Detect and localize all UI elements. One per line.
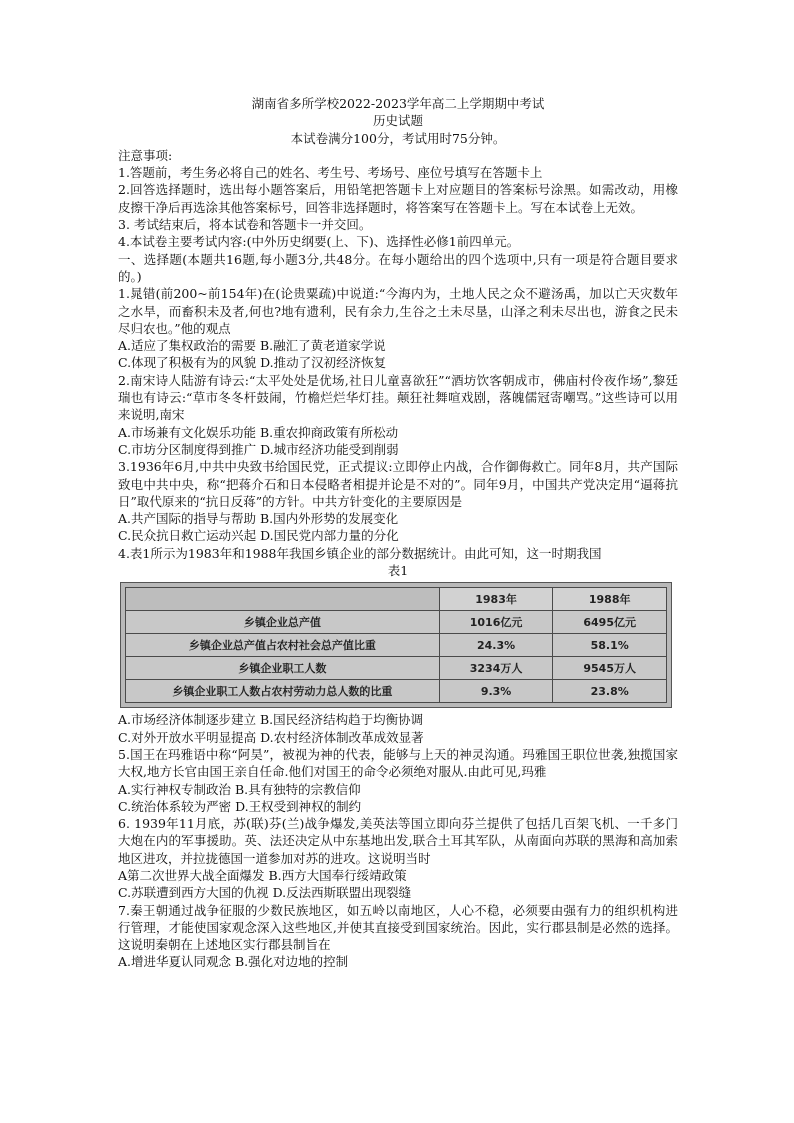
table-header-cell: 1983年 [439, 588, 553, 611]
table-cell: 58.1% [553, 634, 667, 657]
table-header-row [126, 588, 667, 611]
question-7-stem: 7.秦王朝通过战争征服的少数民族地区，如五岭以南地区，人心不稳，必须要由强有力的组织机构进行管理，才能使国家观念深入这些地区,并使其直接受到国家统治。因此，实行郡县制是必然的选择。这说明秦朝在上述地区实行郡县制旨在 [118, 902, 678, 953]
question-4-options-ab: A.市场经济体制逐步建立 B.国民经济结构趋于均衡协调 [118, 712, 424, 728]
data-table [125, 587, 667, 703]
notes-heading: 注意事项: [118, 147, 173, 163]
question-5-options-ab: A.实行神权专制政治 B.具有独特的宗教信仰 [118, 781, 361, 797]
note-item: 3. 考试结束后，将本试卷和答题卡一并交回。 [118, 217, 372, 233]
note-item: 1.答题前，考生务必将自己的姓名、考生号、考场号、座位号填写在答题卡上 [118, 165, 543, 181]
question-2-stem: 2.南宋诗人陆游有诗云:“太平处处是优场,社日儿童喜欲狂”“酒坊饮客朝成市，佛庙村伶夜作场”,黎廷瑞也有诗云:“草市冬冬杆鼓闹，竹檐烂烂华灯挂。颠狂社舞喧戏剧，落魄儒冠寄嘲骂。”这些诗可以用来说明,南宋 [118, 372, 678, 423]
exam-page [118, 95, 678, 971]
question-5-stem: 5.国王在玛雅语中称“阿昊”，被视为神的代表，能够与上天的神灵沟通。玛雅国王职位世袭,独揽国家大权,地方长官由国王亲自任命.他们对国王的命令必须绝对服从.由此可见,玛雅 [118, 746, 678, 780]
table-cell: 6495亿元 [553, 611, 667, 634]
question-2-options-cd: C.市坊分区制度得到推广 D.城市经济功能受到削弱 [118, 441, 399, 457]
question-1-options-cd: C.体现了积极有为的风貌 D.推动了汉初经济恢复 [118, 355, 387, 371]
table-cell: 乡镇企业总产值占农村社会总产值比重 [126, 634, 440, 657]
note-item: 2.回答选择题时，选出每小题答案后，用铅笔把答题卡上对应题目的答案标号涂黑。如需改动，用橡皮擦干净后再选涂其他答案标号，回答非选择题时，将答案写在答题卡上。写在本试卷上无效。 [118, 182, 678, 215]
exam-info: 本试卷满分100分，考试用时75分钟。 [290, 130, 506, 146]
table-header-cell: 1988年 [553, 588, 667, 611]
table-row [126, 657, 667, 680]
exam-title: 湖南省多所学校2022-2023学年高二上学期期中考试 [251, 96, 545, 111]
table-cell: 乡镇企业职工人数占农村劳动力总人数的比重 [126, 680, 440, 703]
table-row [126, 680, 667, 703]
table-row [126, 611, 667, 634]
note-item: 4.本试卷主要考试内容:(中外历史纲要(上、下)、选择性必修1前四单元。 [118, 234, 520, 250]
question-1-stem: 1.晁错(前200~前154年)在(论贵粟疏)中说道:“今海内为，土地人民之众不避汤禹，加以亡天灾数年之水旱，而畜积未及者,何也?地有遗利，民有余力,生谷之土未尽垦，山泽之利未尽出也，游食之民未尽归农也。”他的观点 [118, 286, 678, 336]
table-cell: 乡镇企业职工人数 [126, 657, 440, 680]
table-row [126, 634, 667, 657]
question-4-stem: 4.表1所示为1983年和1988年我国乡镇企业的部分数据统计。由此可知，这一时期我国 [118, 545, 602, 561]
table-header-cell [126, 588, 440, 611]
table-cell: 1016亿元 [439, 611, 553, 634]
data-table-image [120, 582, 672, 708]
exam-subject: 历史试题 [372, 113, 423, 129]
question-3-stem: 3.1936年6月,中共中央致书给国民党，正式提议:立即停止内战，合作御侮救亡。同年8月，共产国际致电中共中央，称“把蒋介石和日本侵略者相提并论是不对的”。同年9月，中国共产党决定用“逼蒋抗日”取代原来的“抗日反蒋”的方针。中共方针变化的主要原因是 [118, 459, 678, 509]
question-6-stem: 6. 1939年11月底，苏(联)芬(兰)战争爆发,美英法等国立即向芬兰提供了包括几百架飞机、一千多门大炮在内的军事援助。英、法还决定从中东基地出发,联合土耳其军队，从南面向苏联的黑海和高加索地区进攻，并拉拢德国一道参加对苏的进攻。这说明当时 [118, 816, 678, 866]
table-cell: 24.3% [439, 634, 553, 657]
table-cell: 9545万人 [553, 657, 667, 680]
table-cell: 乡镇企业总产值 [126, 611, 440, 634]
table-cell: 3234万人 [439, 657, 553, 680]
table-cell: 23.8% [553, 680, 667, 703]
question-3-options-ab: A.共产国际的指导与帮助 B.国内外形势的发展变化 [118, 511, 399, 527]
question-3-options-cd: C.民众抗日救亡运动兴起 D.国民党内部力量的分化 [118, 528, 399, 544]
question-4-options-cd: C.对外开放水平明显提高 D.农村经济体制改革成效显著 [118, 729, 424, 745]
question-5-options-cd: C.统治体系较为严密 D.王权受到神权的制约 [118, 798, 362, 814]
question-2-options-ab: A.市场兼有文化娱乐功能 B.重农抑商政策有所松动 [118, 424, 399, 440]
table-cell: 9.3% [439, 680, 553, 703]
section-heading: 一、选择题(本题共16题,每小题3分,共48分。在每小题给出的四个选项中,只有一项是符合题目要求的。) [118, 251, 678, 284]
question-6-options-cd: C.苏联遭到西方大国的仇视 D.反法西斯联盟出现裂缝 [118, 885, 412, 901]
question-1-options-ab: A.适应了集权政治的需要 B.融汇了黄老道家学说 [118, 338, 386, 354]
question-6-options-ab: A第二次世界大战全面爆发 B.西方大国奉行绥靖政策 [118, 867, 407, 883]
question-7-options-ab: A.增进华夏认同观念 B.强化对边地的控制 [118, 954, 349, 970]
table-caption: 表1 [387, 563, 409, 579]
